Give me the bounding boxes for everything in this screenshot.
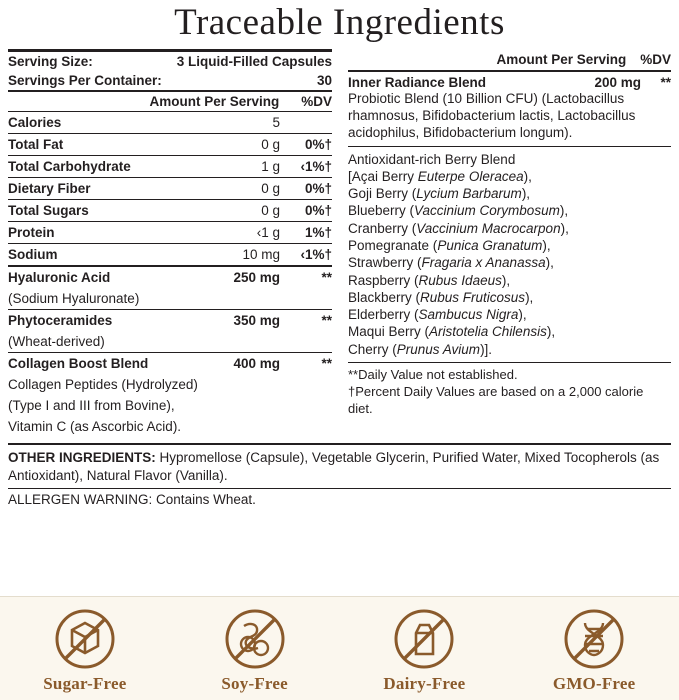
row-amount: 250 mg — [212, 266, 280, 288]
table-subrow — [8, 374, 332, 395]
row-dv: 0%† — [280, 177, 332, 199]
table-subrow — [8, 416, 332, 437]
badge-label: Dairy-Free — [383, 673, 466, 693]
berry-post: ), — [518, 307, 527, 323]
row-dv: ‹1%† — [280, 243, 332, 266]
serving-size-value: 3 Liquid-Filled Capsules — [176, 53, 332, 69]
berry-name: Raspberry ( — [348, 272, 419, 288]
berry-blend-name: Antioxidant-rich Berry Blend — [348, 151, 516, 167]
berry-post: ), — [525, 289, 534, 305]
berry-post: ), — [545, 255, 554, 271]
row-name: Total Sugars — [8, 199, 212, 221]
row-dv: 1%† — [280, 221, 332, 243]
row-amount: 0 g — [212, 133, 280, 155]
berry-item — [348, 220, 671, 237]
row-subtext: Vitamin C (as Ascorbic Acid). — [8, 418, 182, 434]
row-amount: 350 mg — [212, 309, 280, 331]
badge-label: Sugar-Free — [43, 673, 127, 693]
divider-allergen — [8, 488, 671, 489]
row-subtext: Collagen Peptides (Hydrolyzed) — [8, 376, 198, 392]
berry-latin: Euterpe Oleracea — [417, 168, 524, 184]
footnotes — [348, 363, 671, 418]
facts-columns — [0, 49, 679, 437]
right-column — [338, 49, 671, 418]
berry-latin: Rubus Idaeus — [418, 272, 502, 288]
inner-radiance-name: Inner Radiance Blend — [348, 74, 487, 90]
row-name: Phytoceramides — [8, 309, 212, 331]
row-dv: ** — [280, 352, 332, 374]
row-dv: ‹1%† — [280, 155, 332, 177]
left-dv-header: %DV — [301, 93, 332, 109]
nutrition-table — [8, 111, 332, 437]
sugar-cube-icon — [54, 608, 116, 670]
table-row — [8, 266, 332, 288]
berry-item — [348, 237, 671, 254]
row-amount: 0 g — [212, 177, 280, 199]
berry-name: Cranberry ( — [348, 220, 417, 236]
servings-per-container-row — [8, 71, 332, 90]
inner-radiance-dv: ** — [660, 74, 671, 90]
berry-latin: Rubus Fruticosus — [420, 289, 526, 305]
berry-name: Blackberry ( — [348, 289, 421, 305]
allergen-block — [0, 492, 679, 513]
row-name: Total Fat — [8, 133, 212, 155]
row-name: Protein — [8, 221, 212, 243]
row-name: Sodium — [8, 243, 212, 266]
table-row — [8, 111, 332, 133]
right-amount-per-serving-header: Amount Per Serving — [496, 51, 627, 67]
footnote-percent-dv: †Percent Daily Values are based on a 2,000 calorie diet. — [348, 383, 644, 416]
left-column — [8, 49, 338, 437]
row-dv: ** — [280, 309, 332, 331]
dna-icon — [563, 608, 625, 670]
inner-radiance-row — [348, 72, 671, 90]
row-dv: ** — [280, 266, 332, 288]
badge-label: GMO-Free — [552, 673, 636, 693]
table-subrow — [8, 395, 332, 416]
allergen-label: ALLERGEN WARNING: — [8, 492, 153, 508]
other-ingredients-text: Hypromellose (Capsule), Vegetable Glycerin, Purified Water, Mixed Tocopherols (as Antioxidant), Natural Flavor (Vanilla). — [8, 449, 660, 483]
badge-sugar-free — [15, 608, 155, 694]
right-column-headers — [348, 49, 671, 70]
berry-item — [348, 254, 671, 271]
badge-strip — [0, 596, 679, 700]
badge-dairy-free — [354, 608, 494, 694]
berry-latin: Aristotelia Chilensis — [429, 324, 547, 340]
other-ingredients-label: OTHER INGREDIENTS: — [8, 449, 156, 465]
allergen-text: Contains Wheat. — [156, 492, 256, 508]
berry-name: Blueberry ( — [348, 203, 415, 219]
table-row — [8, 199, 332, 221]
berry-item — [348, 341, 671, 358]
table-subrow — [8, 331, 332, 353]
berry-post: ), — [523, 168, 532, 184]
badge-soy-free — [185, 608, 325, 694]
left-column-headers — [8, 92, 332, 111]
row-amount: ‹1 g — [212, 221, 280, 243]
berry-item — [348, 185, 671, 202]
table-row — [8, 155, 332, 177]
milk-carton-icon — [393, 608, 455, 670]
berry-blend-block — [348, 147, 671, 362]
berry-post: ), — [521, 186, 531, 202]
berry-item — [348, 323, 671, 340]
row-subtext: (Type I and III from Bovine), — [8, 397, 175, 413]
servings-per-container-value: 30 — [316, 72, 332, 88]
row-amount: 1 g — [212, 155, 280, 177]
berry-name: Goji Berry ( — [348, 186, 417, 202]
row-dv: 0%† — [280, 133, 332, 155]
berry-latin: Vaccinium Corymbosum — [414, 203, 560, 219]
row-name: Calories — [8, 111, 212, 133]
inner-radiance-amount: 200 mg — [594, 74, 641, 90]
berry-latin: Lycium Barbarum — [416, 186, 522, 202]
berry-item — [348, 272, 671, 289]
berry-name: Maqui Berry ( — [348, 324, 430, 340]
table-row — [8, 177, 332, 199]
berry-name: Strawberry ( — [348, 255, 422, 271]
table-row — [8, 243, 332, 266]
berry-latin: Sambucus Nigra — [418, 307, 519, 323]
row-dv — [280, 111, 332, 133]
berry-name: Cherry ( — [348, 341, 397, 357]
berry-latin: Fragaria x Ananassa — [421, 255, 546, 271]
berry-name: [Açai Berry — [348, 168, 418, 184]
row-name: Hyaluronic Acid — [8, 266, 212, 288]
other-ingredients-block — [0, 445, 679, 485]
footnote-daily-value: **Daily Value not established. — [348, 366, 518, 382]
inner-radiance-body: Probiotic Blend (10 Billion CFU) (Lactobacillus rhamnosus, Bifidobacterium lactis, Lactobacillus acidophilus, Bifidobacterium longum). — [348, 90, 636, 141]
servings-per-container-label: Servings Per Container: — [8, 72, 162, 88]
berry-post: ), — [559, 203, 569, 219]
row-name: Collagen Boost Blend — [8, 352, 212, 374]
berry-name: Pomegranate ( — [348, 237, 438, 253]
table-subrow — [8, 288, 332, 310]
berry-latin: Punica Granatum — [437, 237, 543, 253]
berry-post: ), — [546, 324, 556, 340]
table-row — [8, 352, 332, 374]
berry-item — [348, 289, 671, 306]
table-row — [8, 133, 332, 155]
berry-post: ), — [542, 237, 551, 253]
row-subtext: (Sodium Hyaluronate) — [8, 290, 140, 306]
berry-post: )]. — [480, 341, 493, 357]
soybean-icon — [224, 608, 286, 670]
berry-post: ), — [560, 220, 569, 236]
row-amount: 10 mg — [212, 243, 280, 266]
berry-latin: Prunus Avium — [396, 341, 481, 357]
row-subtext: (Wheat-derived) — [8, 333, 105, 349]
page-title: Traceable Ingredients — [174, 2, 505, 43]
row-name: Total Carbohydrate — [8, 155, 212, 177]
berry-item — [348, 306, 671, 323]
badge-gmo-free — [524, 608, 664, 694]
row-dv: 0%† — [280, 199, 332, 221]
right-dv-header: %DV — [640, 51, 671, 67]
berry-post: ), — [501, 272, 511, 288]
berry-latin: Vaccinium Macrocarpon — [416, 220, 561, 236]
serving-size-label: Serving Size: — [8, 53, 93, 69]
berry-item — [348, 168, 671, 185]
row-name: Dietary Fiber — [8, 177, 212, 199]
berry-name: Elderberry ( — [348, 307, 419, 323]
berry-item — [348, 202, 671, 219]
row-amount: 400 mg — [212, 352, 280, 374]
row-amount: 5 — [212, 111, 280, 133]
row-amount: 0 g — [212, 199, 280, 221]
badge-label: Soy-Free — [221, 673, 288, 693]
table-row — [8, 221, 332, 243]
table-row — [8, 309, 332, 331]
serving-size-row — [8, 52, 332, 71]
left-amount-per-serving-header: Amount Per Serving — [149, 93, 280, 109]
